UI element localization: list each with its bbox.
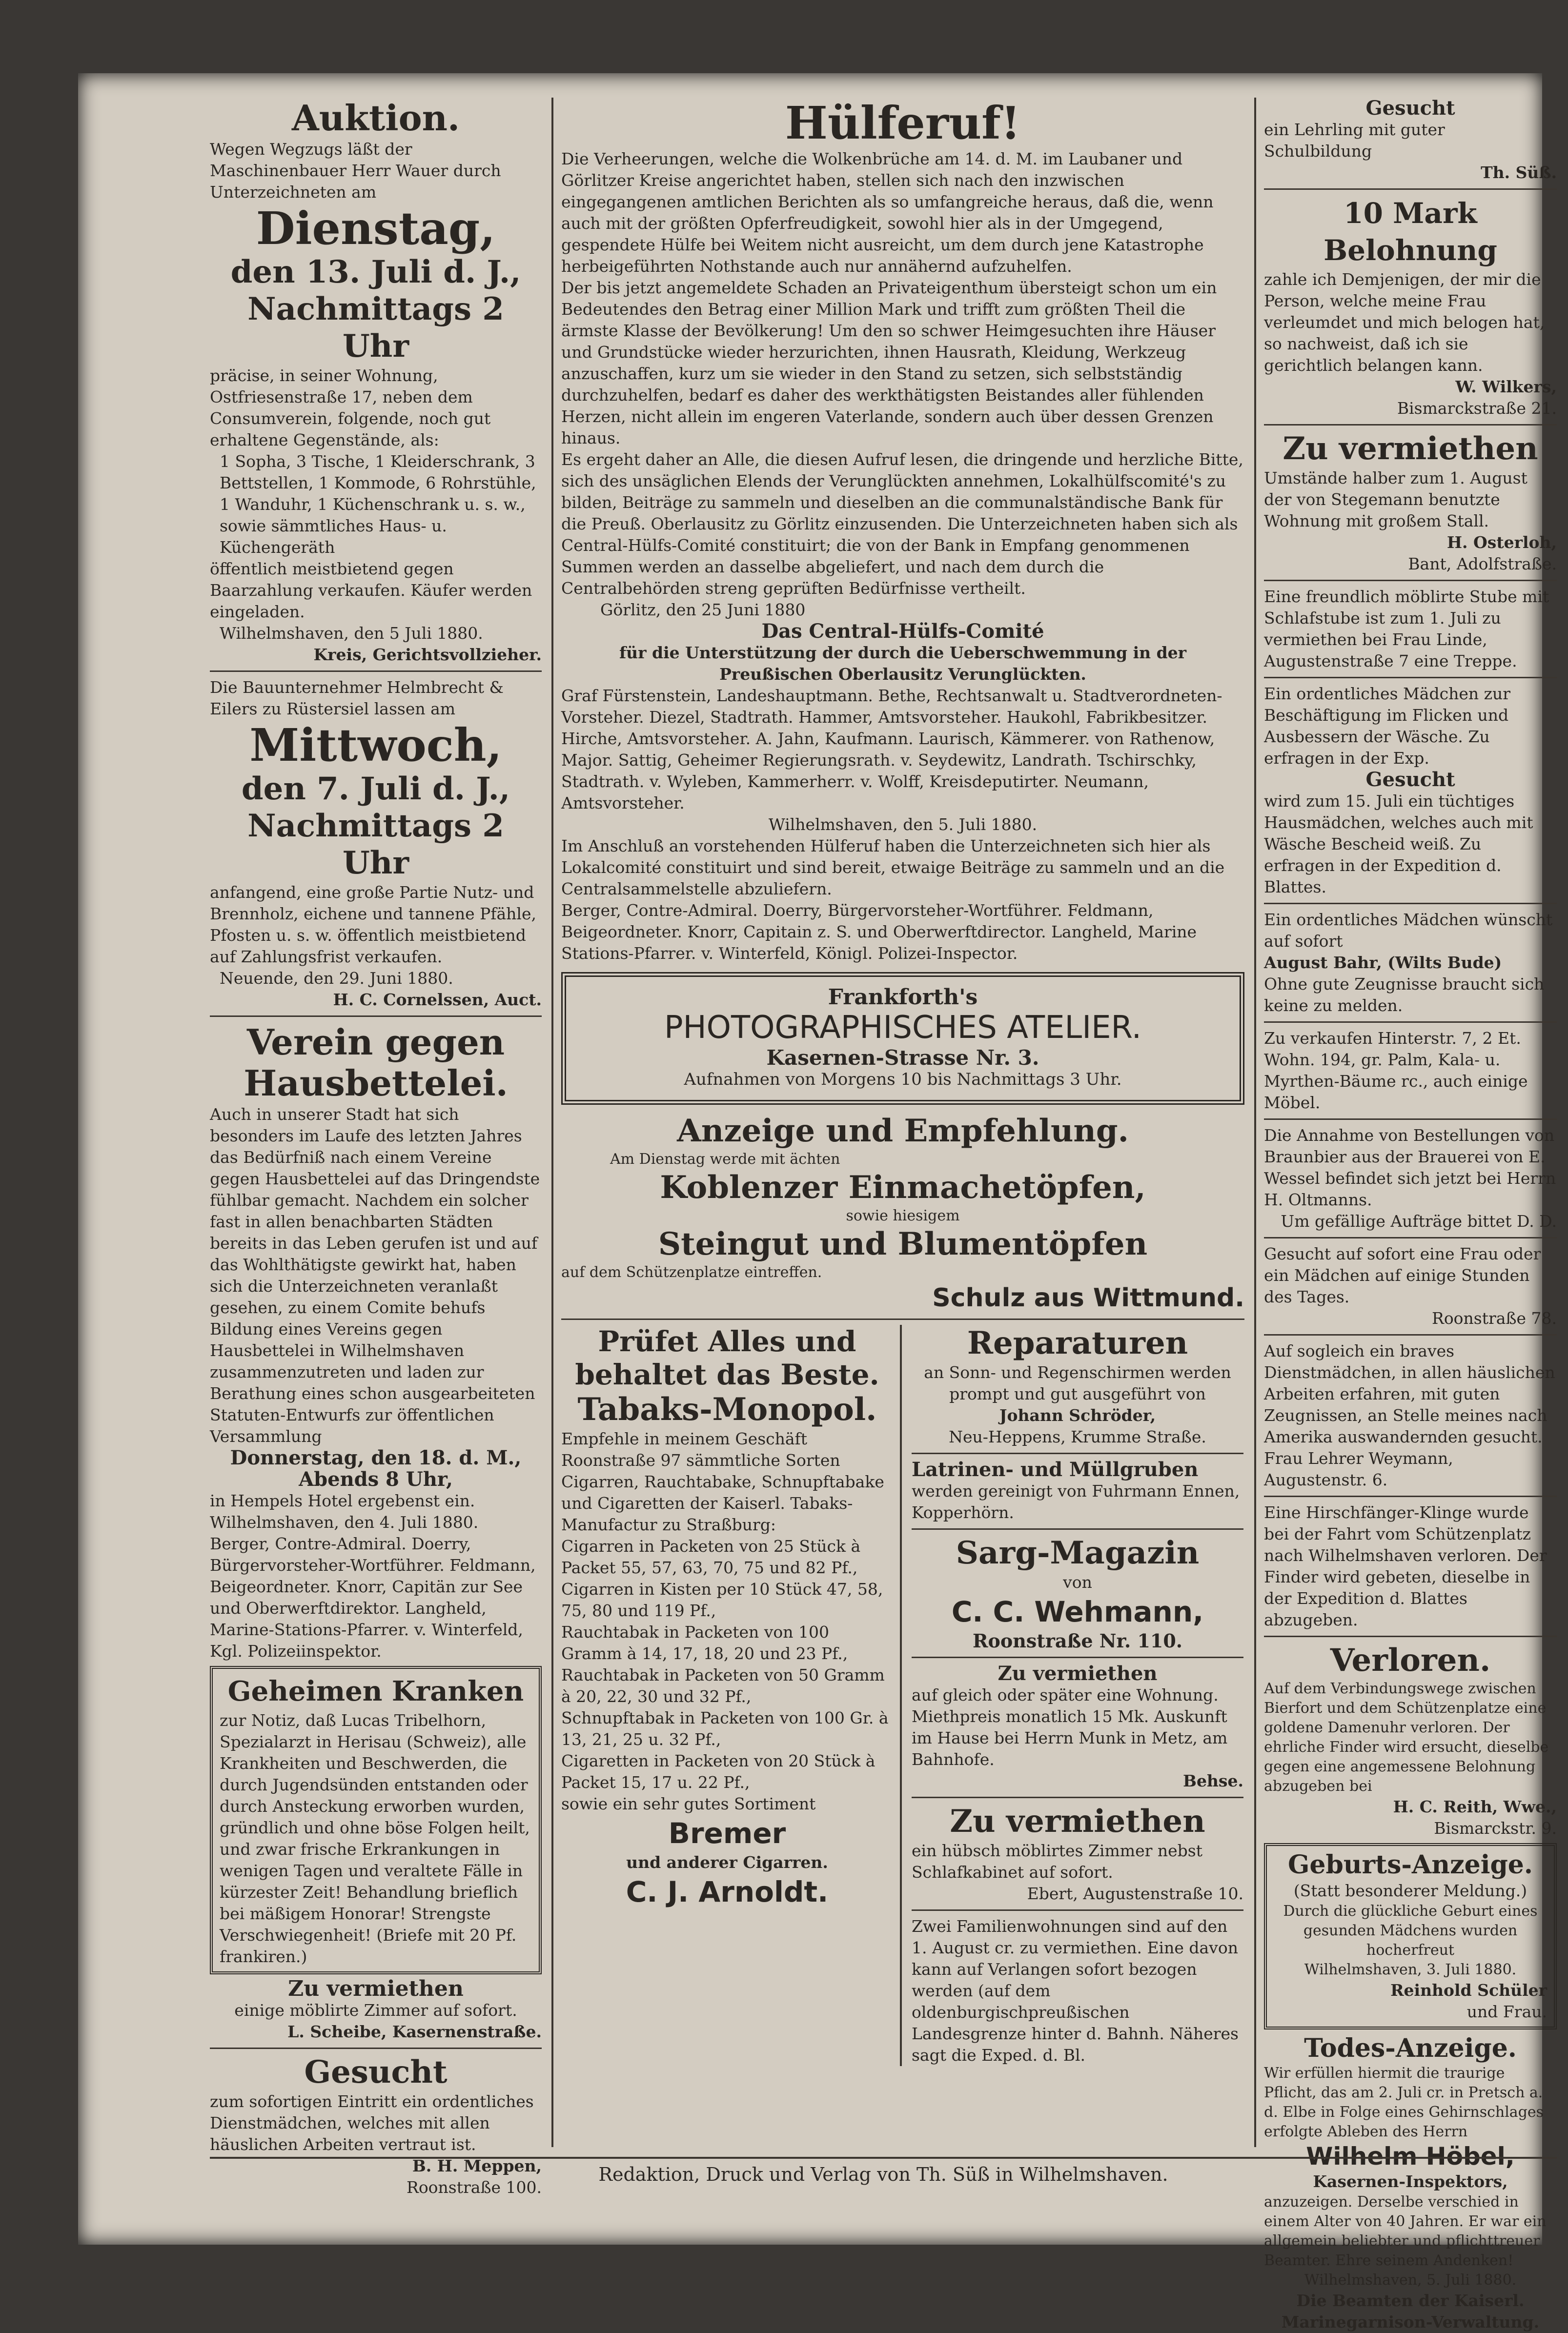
wood-place: Neuende, den 29. Juni 1880. (220, 969, 453, 988)
huelferuf-p3: Es ergeht daher an Alle, die diesen Aufruf lesen, die dringende und herzliche Bitte, sich des unsäglichen Elends der Verunglückten annehmen, Lokalhülfscomité's zu bilden, Beiträge zu sammeln und dieselben an die communalständische Bank für die Preuß. Oberlausitz zu Görlitz einzusenden. Die Unterzeichneten haben sich als Central-Hülfs-Comité constituirt; die von der Bank in Empfang genommenen Summen werden an dasselbe abgeliefert, und nach dem durch die Centralbehörden streng geprüften Bedürfnisse vertheilt. (561, 450, 1243, 598)
anzeige-intro: Am Dienstag werde mit ächten (610, 1151, 840, 1168)
atelier-hours: Aufnahmen von Morgens 10 bis Nachmittags 3 Uhr. (684, 1070, 1122, 1089)
divider (210, 1015, 542, 1017)
tabak-item: Cigarren in Packeten von 25 Stück à Packet 55, 57, 63, 70, 75 und 82 Pf., (561, 1537, 861, 1577)
divider (912, 1453, 1243, 1454)
tabak-sortiment: sowie ein sehr gutes Sortiment (561, 1794, 816, 1813)
divider (1264, 424, 1557, 426)
pruefet: Prüfet Alles und behaltet das Beste. (575, 1325, 879, 1391)
mark-addr: Bismarckstraße 21. (1397, 399, 1557, 418)
divider (912, 1657, 1243, 1658)
bremer: Bremer (668, 1817, 786, 1850)
steingut: Steingut und Blumentöpfen (658, 1226, 1148, 1262)
bahr-body: Ohne gute Zeugnisse braucht sich keine zu melden. (1264, 974, 1545, 1015)
tod-rank: Kasernen-Inspektors, (1313, 2172, 1508, 2191)
stube: Eine freundlich möblirte Stube mit Schlafstube ist zum 1. Juli zu vermiethen bei Frau Linde, Augustenstraße 7 eine Treppe. (1264, 587, 1549, 670)
sarg-name: C. C. Wehmann, (951, 1595, 1204, 1628)
verm2-sign: Ebert, Augustenstraße 10. (1027, 1884, 1243, 1903)
lower-ads (561, 1325, 1244, 2066)
verm-addr: Bant, Adolfstraße. (1408, 554, 1557, 573)
anzeige-title: Anzeige und Empfehlung. (677, 1113, 1129, 1149)
whv-date: Wilhelmshaven, den 5. Juli 1880. (768, 815, 1038, 834)
auktion-terms: öffentlich meistbietend gegen Baarzahlung verkaufen. Käufer werden eingeladen. (210, 559, 532, 621)
vermiet-title: Zu vermiethen (288, 1976, 464, 2001)
huelferuf-p2: Der bis jetzt angemeldete Schaden an Privateigenthum übersteigt schon um ein Bedeutendes den Betrag einer Million Mark und trifft zum größten Theil die ärmste Klasse der Bevölkerung! Um den so schwer Heimgesuchten ihre Häuser und Grundstücke wieder herzurichten, ihnen Hausrath, Kleidung, Werkzeug anzuschaffen, kurz um sie wieder in den Stand zu setzen, sich selbstständig durchzuhelfen, bedarf es daher des werkthätigsten Beistandes aller fühlenden Herzen, nicht allein im engeren Vaterlande, sondern auch über dessen Grenzen hinaus. (561, 278, 1217, 447)
divider (1264, 1237, 1557, 1238)
tabak-item: Rauchtabak in Packeten von 50 Gramm à 20, 22, 30 und 32 Pf., (561, 1665, 885, 1706)
latrinen: Latrinen- und Müllgruben (912, 1458, 1199, 1481)
tabak-item: Cigarren in Kisten per 10 Stück 47, 58, 75, 80 und 119 Pf., (561, 1580, 883, 1620)
verein-place: in Hempels Hotel ergebenst ein. (210, 1491, 475, 1510)
maedchen2: Ein ordentliches Mädchen wünscht auf sofort (1264, 910, 1553, 951)
latrinen-body: werden gereinigt von Fuhrmann Ennen, Kopperhörn. (912, 1481, 1240, 1522)
comite-sub: für die Unterstützung der durch die Ueberschwemmung in der Preußischen Oberlausitz Verunglückten. (619, 643, 1187, 684)
verloren-title: Verloren. (1330, 1642, 1491, 1679)
bremer-sub: und anderer Cigarren. (626, 1853, 828, 1872)
tabak-title: Tabaks-Monopol. (577, 1391, 877, 1428)
g2-title: Gesucht (1365, 768, 1455, 791)
comite-names: Graf Fürstenstein, Landeshauptmann. Bethe, Rechtsanwalt u. Stadtverordneten-Vorsteher. Diezel, Stadtrath. Hammer, Amtsvorsteher. Haukohl, Fabrikbesitzer. Hirche, Amtsvorsteher. A. Jahn, Kaufmann. Laurisch, Kämmerer. von Rathenow, Major. Sattig, Geheimer Regierungsrath. v. Seydewitz, Landrath. Tschirschky, Stadtrath. v. Wyleben, Kammerherr. v. Wolff, Kreisdeputirter. Neumann, Amtsvorsteher. (561, 686, 1222, 812)
geburt-frau: und Frau. (1466, 2002, 1547, 2021)
divider (1264, 1496, 1557, 1497)
geburt-title: Geburts-Anzeige. (1288, 1850, 1533, 1880)
verloren-addr: Bismarckstr. 9. (1434, 1819, 1557, 1838)
auktion-body: präcise, in seiner Wohnung, Ostfriesenstraße 17, neben dem Consumverein, folgende, noch gut erhaltene Gegenstände, als: (210, 366, 491, 449)
auktion-time: Nachmittags 2 Uhr (247, 291, 504, 365)
tabak-ad (561, 1325, 902, 2066)
geburt-sub: (Statt besonderer Meldung.) (1293, 1881, 1527, 1900)
verm2-title: Zu vermiethen (950, 1803, 1205, 1840)
g1-title: Gesucht (1365, 97, 1455, 120)
tod-name: Wilhelm Höbel, (1306, 2142, 1515, 2171)
divider (1264, 580, 1557, 581)
maedchen1: Ein ordentliches Mädchen zur Beschäftigung im Flicken und Ausbessern der Wäsche. Zu erfragen in der Exp. (1264, 684, 1511, 768)
sarg-addr: Roonstraße Nr. 110. (972, 1630, 1183, 1652)
auktion-intro: Wegen Wegzugs läßt der Maschinenbauer Herr Wauer durch Unterzeichneten am (210, 140, 501, 202)
column-rule-left (551, 98, 553, 2147)
atelier-ad (561, 972, 1244, 1105)
familien: Zwei Familienwohnungen sind auf den 1. August cr. zu vermiethen. Eine davon kann auf Verlangen sofort bezogen werden (auf dem oldenburgischpreußischen Landesgrenze hinter d. Bahnh. Näheres sagt die Exped. d. Bl. (912, 1917, 1239, 2065)
divider (912, 1797, 1243, 1798)
auktion-sign: Kreis, Gerichtsvollzieher. (313, 645, 542, 664)
divider (210, 2048, 542, 2049)
divider (1264, 677, 1557, 678)
anschluss: Im Anschluß an vorstehenden Hülferuf haben die Unterzeichneten sich hier als Lokalcomité constituirt und sind bereit, etwaige Beiträge zu sammeln und an die Centralsammelstelle abzuliefern. (561, 836, 1225, 898)
bahr: August Bahr, (Wilts Bude) (1264, 953, 1502, 972)
wood-day: Mittwoch, (249, 719, 502, 771)
gesucht-title: Gesucht (304, 2054, 448, 2090)
arnoldt: C. J. Arnoldt. (626, 1875, 829, 1908)
tabak-item: Cigaretten in Packeten von 20 Stück à Packet 15, 17 u. 22 Pf., (561, 1751, 876, 1792)
verein-title-2: Hausbettelei. (244, 1062, 508, 1104)
verein-title-1: Verein gegen (246, 1021, 505, 1063)
column-left (210, 98, 542, 2198)
geheim-title: Geheimen Kranken (227, 1675, 524, 1707)
verm-title: Zu vermiethen (1283, 430, 1538, 467)
geheim-box (210, 1666, 542, 1974)
auktion-items: 1 Sopha, 3 Tische, 1 Kleiderschrank, 3 Bettstellen, 1 Kommode, 6 Rohrstühle, 1 Wanduhr, 1 Küchenschrank u. s. w., sowie sämmtliches Haus- u. Küchengeräth (220, 452, 536, 557)
tabak-item: Schnupftabak in Packeten von 100 Gr. à 13, 21, 25 u. 32 Pf., (561, 1708, 889, 1749)
column-middle (561, 98, 1244, 2066)
right-ads (912, 1325, 1243, 2066)
column-rule-right (1254, 98, 1256, 2147)
divider (561, 1319, 1244, 1320)
verm1-title: Zu vermiethen (998, 1662, 1158, 1685)
tabak-items (561, 1536, 893, 1793)
g1-sign: Th. Süß. (1481, 163, 1557, 182)
verm2-body: ein hübsch möblirtes Zimmer nebst Schlafkabinet auf sofort. (912, 1841, 1202, 1882)
tod-place: Wilhelmshaven, 5. Juli 1880. (1304, 2272, 1517, 2289)
mark-title: 10 Mark Belohnung (1324, 197, 1497, 267)
geburt-box (1264, 1843, 1557, 2029)
verm1-sign: Behse. (1183, 1771, 1243, 1790)
huelferuf-p1: Die Verheerungen, welche die Wolkenbrüche am 14. d. M. im Laubaner und Görlitzer Kreise angerichtet haben, stellen sich nach den inzwischen eingegangenen amtlichen Berichten als so umfangreiche heraus, daß die, wenn auch mit der größten Opferfreudigkeit, sowohl hier als in der Umgegend, gespendete Hülfe bei Weitem nicht ausreicht, um dem durch jene Katastrophe herbeigeführten Nothstande auch nur annähernd aufzuhelfen. (561, 149, 1214, 276)
auktion-day: Dienstag, (256, 202, 496, 255)
gesucht-addr: Roonstraße 100. (406, 2178, 542, 2197)
wood-body: anfangend, eine große Partie Nutz- und Brennholz, eichene und tannene Pfähle, Pfosten u. s. w. öffentlich meistbietend auf Zahlungsfrist verkaufen. (210, 883, 537, 966)
vermiet-sign: L. Scheibe, Kasernenstraße. (287, 2022, 542, 2041)
mark-body: zahle ich Demjenigen, der mir die Person, welche meine Frau verleumdet und mich belogen hat, so nachweist, daß ich sie gerichtlich belangen kann. (1264, 270, 1545, 375)
gesucht-body: zum sofortigen Eintritt ein ordentliches Dienstmädchen, welches mit allen häuslichen Arbeiten vertraut ist. (210, 2092, 534, 2154)
sarg-title: Sarg-Magazin (956, 1535, 1200, 1571)
huelferuf-title: Hülferuf! (785, 97, 1021, 149)
verloren-body: Auf dem Verbindungswege zwischen Bierfort und dem Schützenplatze eine goldene Damenuhr verloren. Der ehrliche Finder wird ersucht, dieselbe gegen eine angemessene Belohnung abzugeben bei (1264, 1680, 1549, 1795)
g1-body: ein Lehrling mit guter Schulbildung (1264, 120, 1445, 161)
schulz: Schulz aus Wittmund. (932, 1283, 1244, 1313)
wood-date: den 7. Juli d. J., (241, 771, 510, 807)
auktion-title: Auktion. (291, 97, 460, 139)
imprint-footer: Redaktion, Druck und Verlag von Th. Süß in Wilhelmshaven. (210, 2157, 1557, 2185)
tabak-item: Rauchtabak in Packeten von 100 Gramm à 14, 17, 18, 20 und 23 Pf., (561, 1623, 848, 1663)
repar-sign: Johann Schröder, (999, 1406, 1156, 1425)
divider (210, 670, 542, 672)
sarg-von: von (1063, 1573, 1092, 1592)
divider (912, 1528, 1243, 1530)
verm-sign: H. Osterloh, (1446, 533, 1557, 552)
verein-names: Berger, Contre-Admiral. Doerry, Bürgervorsteher-Wortführer. Feldmann, Beigeordneter. Knorr, Capitän zur See und Oberwerftdirektor. Langheld, Marine-Stations-Pfarrer. v. Winterfeld, Kgl. Polizeiinspektor. (210, 1534, 536, 1661)
divider (1264, 188, 1557, 190)
gesucht3-addr: Roonstraße 78. (1431, 1309, 1557, 1328)
atelier-title: PHOTOGRAPHISCHES ATELIER. (664, 1010, 1142, 1046)
koblenzer: Koblenzer Einmachetöpfen, (660, 1169, 1146, 1206)
schuetzen: auf dem Schützenplatze eintreffen. (561, 1264, 822, 1281)
repar-addr: Neu-Heppens, Krumme Straße. (949, 1427, 1206, 1446)
gesucht-sign: B. H. Meppen, (412, 2156, 542, 2175)
tod-sign: Die Beamten der Kaiserl. Marinegarnison-Verwaltung. (1281, 2291, 1540, 2332)
wood-time: Nachmittags 2 Uhr (247, 808, 504, 881)
tabak-intro: Empfehle in meinem Geschäft Roonstraße 97 sämmtliche Sorten Cigarren, Rauchtabake, Schnupftabake und Cigaretten der Kaiserl. Tabaks-Manufactur zu Straßburg: (561, 1429, 884, 1534)
verein-city: Wilhelmshaven, den 4. Juli 1880. (210, 1513, 479, 1532)
repar-title: Reparaturen (967, 1325, 1188, 1361)
verkaufen: Zu verkaufen Hinterstr. 7, 2 Et. Wohn. 194, gr. Palm, Kala- u. Myrthen-Bäume rc., auch einige Möbel. (1264, 1029, 1528, 1112)
divider (1264, 1021, 1557, 1023)
g2-body: wird zum 15. Juli ein tüchtiges Hausmädchen, welches auch mit Wäsche Bescheid weiß. Zu erfragen in der Expedition d. Blattes. (1264, 791, 1533, 896)
comite-title: Das Central-Hülfs-Comité (761, 620, 1044, 643)
geburt-body: Durch die glückliche Geburt eines gesunden Mädchens wurden hocherfreut (1283, 1903, 1538, 1959)
braunbier-sign: Um gefällige Aufträge bittet D. D. (1281, 1212, 1557, 1231)
atelier-addr: Kasernen-Strasse Nr. 3. (766, 1046, 1039, 1070)
hirsch: Eine Hirschfänger-Klinge wurde bei der Fahrt vom Schützenplatz nach Wilhelmshaven verloren. Der Finder wird gebeten, dieselbe in der Expedition d. Blattes abzugeben. (1264, 1503, 1547, 1629)
divider (912, 1909, 1243, 1911)
tod-body2: anzuzeigen. Derselbe verschied in einem Alter von 40 Jahren. Er war ein allgemein beliebter und pflichttreuer Beamter. Ehre seinem Andenken! (1264, 2193, 1547, 2269)
sowie: sowie hiesigem (846, 1207, 960, 1224)
geburt-place: Wilhelmshaven, 3. Juli 1880. (1304, 1961, 1517, 1978)
auktion-place: Wilhelmshaven, den 5 Juli 1880. (220, 624, 483, 643)
wood-intro: Die Bauunternehmer Helmbrecht & Eilers zu Rüstersiel lassen am (210, 678, 504, 718)
divider (1264, 1636, 1557, 1637)
geheim-body: zur Notiz, daß Lucas Tribelhorn, Spezialarzt in Herisau (Schweiz), alle Krankheiten und Beschwerden, die durch Jugendsünden entstanden oder durch Ansteckung erworben wurden, gründlich und ohne böse Folgen heilt, und zwar frische Erkrankungen in wenigen Tagen und veraltete Fälle in kürzester Zeit! Behandlung brieflich bei mäßigem Honorar! Strengste Verschwiegenheit! (Briefe mit 20 Pf. frankiren.) (220, 1711, 530, 1966)
braunbier: Die Annahme von Bestellungen von Braunbier aus der Brauerei von E. Wessel befindet sich jetzt bei Herrn H. Oltmanns. (1264, 1126, 1556, 1209)
huelferuf-place: Görlitz, den 25 Juni 1880 (600, 600, 806, 619)
repar-body: an Sonn- und Regenschirmen werden prompt und gut ausgeführt von (924, 1363, 1231, 1403)
divider (1264, 1118, 1557, 1120)
verein-body: Auch in unserer Stadt hat sich besonders im Laufe des letzten Jahres das Bedürfniß nach einem Vereine gegen Hausbettelei auf das Dringendste fühlbar gemacht. Nachdem ein solcher fast in allen benachbarten Städten bereits in das Leben gerufen ist und auf das Wohlthätigste gewirkt hat, haben sich die Unterzeichneten veranlaßt gesehen, zu einem Comite behufs Bildung eines Vereins gegen Hausbettelei in Wilhelmshaven zusammenzutreten und laden zur Berathung eines schon ausgearbeiteten Statuten-Entwurfs zur öffentlichen Versammlung (210, 1105, 540, 1446)
verein-date: Donnerstag, den 18. d. M., (230, 1446, 522, 1469)
atelier-name: Frankforth's (828, 985, 978, 1010)
vermiet-body: einige möblirte Zimmer auf sofort. (234, 2001, 517, 2020)
mark-sign: W. Wilkers, (1455, 377, 1557, 396)
geburt-sign: Reinhold Schüler (1390, 1981, 1547, 2000)
verm1-body: auf gleich oder später eine Wohnung. Miethpreis monatlich 15 Mk. Auskunft im Hause bei Herrn Munk in Metz, am Bahnhofe. (912, 1685, 1228, 1769)
verm-body: Umstände halber zum 1. August der von Stegemann benutzte Wohnung mit großem Stall. (1264, 468, 1527, 530)
tod-title: Todes-Anzeige. (1304, 2033, 1517, 2063)
column-right (1264, 98, 1557, 2333)
wood-sign: H. C. Cornelssen, Auct. (333, 990, 542, 1009)
dienst: Auf sogleich ein braves Dienstmädchen, in allen häuslichen Arbeiten erfahren, mit guten Zeugnissen, an Stelle meines nach Amerika auswandernden gesucht. Frau Lehrer Weymann, Augustenstr. 6. (1264, 1341, 1555, 1489)
divider (1264, 1334, 1557, 1336)
tod-body: Wir erfüllen hiermit die traurige Pflicht, das am 2. Juli cr. in Pretsch a. d. Elbe in Folge eines Gehirnschlages erfolgte Ableben des Herrn (1264, 2065, 1544, 2140)
verein-time: Abends 8 Uhr, (299, 1468, 453, 1491)
whv-names: Berger, Contre-Admiral. Doerry, Bürgervorsteher-Wortführer. Feldmann, Beigeordneter. Knorr, Capitain z. S. und Oberwerftdirector. Langheld, Marine Stations-Pfarrer. v. Winterfeld, Königl. Polizei-Inspector. (561, 901, 1197, 963)
auktion-date: den 13. Juli d. J., (230, 254, 521, 290)
gesucht3: Gesucht auf sofort eine Frau oder ein Mädchen auf einige Stunden des Tages. (1264, 1244, 1541, 1306)
verloren-sign: H. C. Reith, Wwe., (1393, 1797, 1557, 1816)
divider (1264, 903, 1557, 904)
